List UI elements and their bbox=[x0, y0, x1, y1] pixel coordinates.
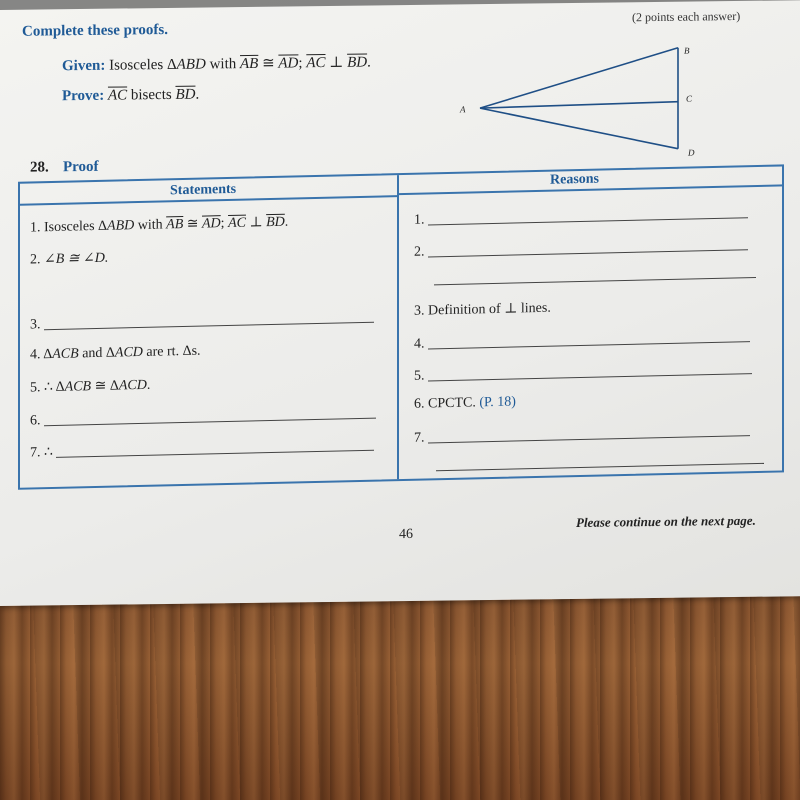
given-with: with bbox=[209, 56, 237, 73]
statement-text: are rt. Δs. bbox=[146, 343, 201, 360]
perpendicular-symbol: ⊥ bbox=[249, 215, 263, 231]
page-reference-link: (P. 18) bbox=[479, 394, 516, 411]
answer-blank[interactable] bbox=[428, 359, 752, 381]
statement-text: ∴ Δ bbox=[44, 379, 65, 396]
segment-bd: $\overline{BD}$ bbox=[347, 54, 368, 71]
statement-text: ∠B ≅ ∠D. bbox=[44, 250, 109, 268]
statement-number: 4. bbox=[30, 347, 41, 363]
prove-label: Prove: bbox=[62, 87, 105, 105]
statement-segment: $\overline{AB}$ bbox=[166, 217, 184, 233]
statement-number: 7. bbox=[30, 445, 41, 461]
statement-triangle: ACB bbox=[52, 346, 79, 363]
answer-blank[interactable] bbox=[428, 203, 748, 225]
answer-blank[interactable] bbox=[44, 308, 374, 330]
reason-1[interactable] bbox=[414, 203, 748, 229]
congruent-symbol: ≅ bbox=[186, 216, 199, 232]
instructions-title: Complete these proofs. bbox=[22, 21, 168, 40]
statement-number: 2. bbox=[30, 252, 41, 268]
statement-text: Δ bbox=[43, 347, 53, 363]
previous-page-edge bbox=[0, 0, 800, 10]
answer-blank[interactable] bbox=[428, 421, 750, 443]
reason-number: 5. bbox=[414, 368, 425, 384]
reason-number: 4. bbox=[414, 336, 425, 352]
prove-period: . bbox=[195, 86, 200, 103]
given-statement bbox=[62, 52, 371, 75]
given-period: . bbox=[367, 54, 371, 71]
answer-blank[interactable] bbox=[44, 404, 376, 427]
statement-6[interactable] bbox=[30, 404, 376, 430]
reason-number: 7. bbox=[414, 430, 425, 446]
reason-number: 6. bbox=[414, 396, 425, 412]
reason-7-continuation[interactable] bbox=[436, 449, 764, 474]
segment-ac: $\overline{AC}$ bbox=[306, 55, 326, 72]
statement-text: Isosceles Δ bbox=[44, 218, 108, 236]
reason-4[interactable] bbox=[414, 327, 750, 353]
statement-triangle: ABD bbox=[107, 218, 135, 234]
answer-blank[interactable] bbox=[434, 263, 756, 285]
statement-3[interactable] bbox=[30, 308, 374, 334]
statement-triangle: ACD bbox=[118, 377, 147, 394]
continue-note: Please continue on the next page. bbox=[576, 512, 756, 530]
statement-segment: $\overline{BD}$ bbox=[266, 214, 285, 231]
wooden-table-surface bbox=[0, 590, 800, 800]
statement-period: . bbox=[284, 214, 289, 230]
statement-segment: $\overline{AD}$ bbox=[202, 216, 221, 232]
statement-7[interactable] bbox=[30, 436, 374, 462]
statement-4 bbox=[30, 344, 201, 364]
congruent-symbol: ≅ bbox=[262, 55, 275, 72]
answer-blank[interactable] bbox=[56, 436, 374, 458]
vertex-d-label: D bbox=[688, 147, 695, 158]
answer-blank[interactable] bbox=[428, 327, 750, 349]
therefore-symbol: ∴ bbox=[44, 444, 53, 461]
statement-text: ≅ Δ bbox=[94, 378, 119, 395]
reason-text: CPCTC. bbox=[428, 395, 476, 412]
prove-text: bisects bbox=[130, 86, 172, 104]
reason-2[interactable] bbox=[414, 235, 748, 261]
semicolon: ; bbox=[220, 216, 225, 232]
segment-ac-line bbox=[480, 102, 678, 108]
vertex-a-label: A bbox=[460, 104, 466, 115]
given-label: Given: bbox=[62, 57, 106, 75]
statements-header: Statements bbox=[170, 181, 237, 199]
vertex-b-label: B bbox=[684, 45, 690, 56]
segment-ab-line bbox=[480, 48, 678, 108]
statement-2 bbox=[30, 250, 108, 269]
proof-table bbox=[18, 164, 784, 489]
statement-text: and Δ bbox=[82, 345, 115, 362]
statement-number: 1. bbox=[30, 220, 41, 236]
vertex-c-label: C bbox=[686, 93, 693, 104]
reasons-header: Reasons bbox=[550, 171, 600, 188]
statement-period: . bbox=[146, 377, 151, 393]
statement-segment: $\overline{AC}$ bbox=[228, 215, 246, 232]
answer-blank[interactable] bbox=[436, 449, 764, 471]
reason-number: 1. bbox=[414, 212, 425, 228]
segment-ad-line bbox=[480, 106, 678, 151]
statement-triangle: ACB bbox=[64, 379, 92, 395]
reason-number: 2. bbox=[414, 244, 425, 260]
statement-1 bbox=[30, 214, 288, 237]
reason-5[interactable] bbox=[414, 359, 752, 385]
answer-blank[interactable] bbox=[428, 235, 748, 257]
given-triangle: ABD bbox=[176, 56, 206, 73]
reason-7[interactable] bbox=[414, 421, 750, 447]
points-note: (2 points each answer) bbox=[632, 8, 741, 25]
reason-6 bbox=[414, 394, 516, 412]
perpendicular-symbol: ⊥ bbox=[329, 54, 344, 71]
segment-ab: $\overline{AB}$ bbox=[239, 55, 259, 73]
given-text: Isosceles Δ bbox=[109, 56, 177, 74]
reason-number: 3. bbox=[414, 303, 425, 319]
statement-number: 6. bbox=[30, 413, 41, 429]
prove-segment-ac: $\overline{AC}$ bbox=[107, 87, 128, 104]
problem-number: 28. bbox=[30, 159, 49, 176]
reason-text: Definition of ⊥ lines. bbox=[428, 300, 551, 319]
statement-text: with bbox=[137, 217, 163, 234]
prove-segment-bd: $\overline{BD}$ bbox=[175, 86, 196, 103]
triangle-diagram bbox=[452, 41, 712, 166]
column-divider bbox=[397, 175, 399, 479]
semicolon: ; bbox=[298, 55, 303, 72]
statement-5 bbox=[30, 377, 150, 397]
statement-number: 5. bbox=[30, 380, 41, 396]
segment-ad: $\overline{AD}$ bbox=[278, 55, 299, 72]
statement-number: 3. bbox=[30, 317, 41, 333]
problem-title: Proof bbox=[63, 158, 99, 176]
statement-triangle: ACD bbox=[114, 344, 143, 361]
reason-3 bbox=[414, 300, 551, 320]
reason-2-continuation[interactable] bbox=[434, 263, 756, 288]
page-number: 46 bbox=[399, 526, 413, 543]
prove-statement bbox=[62, 87, 199, 106]
